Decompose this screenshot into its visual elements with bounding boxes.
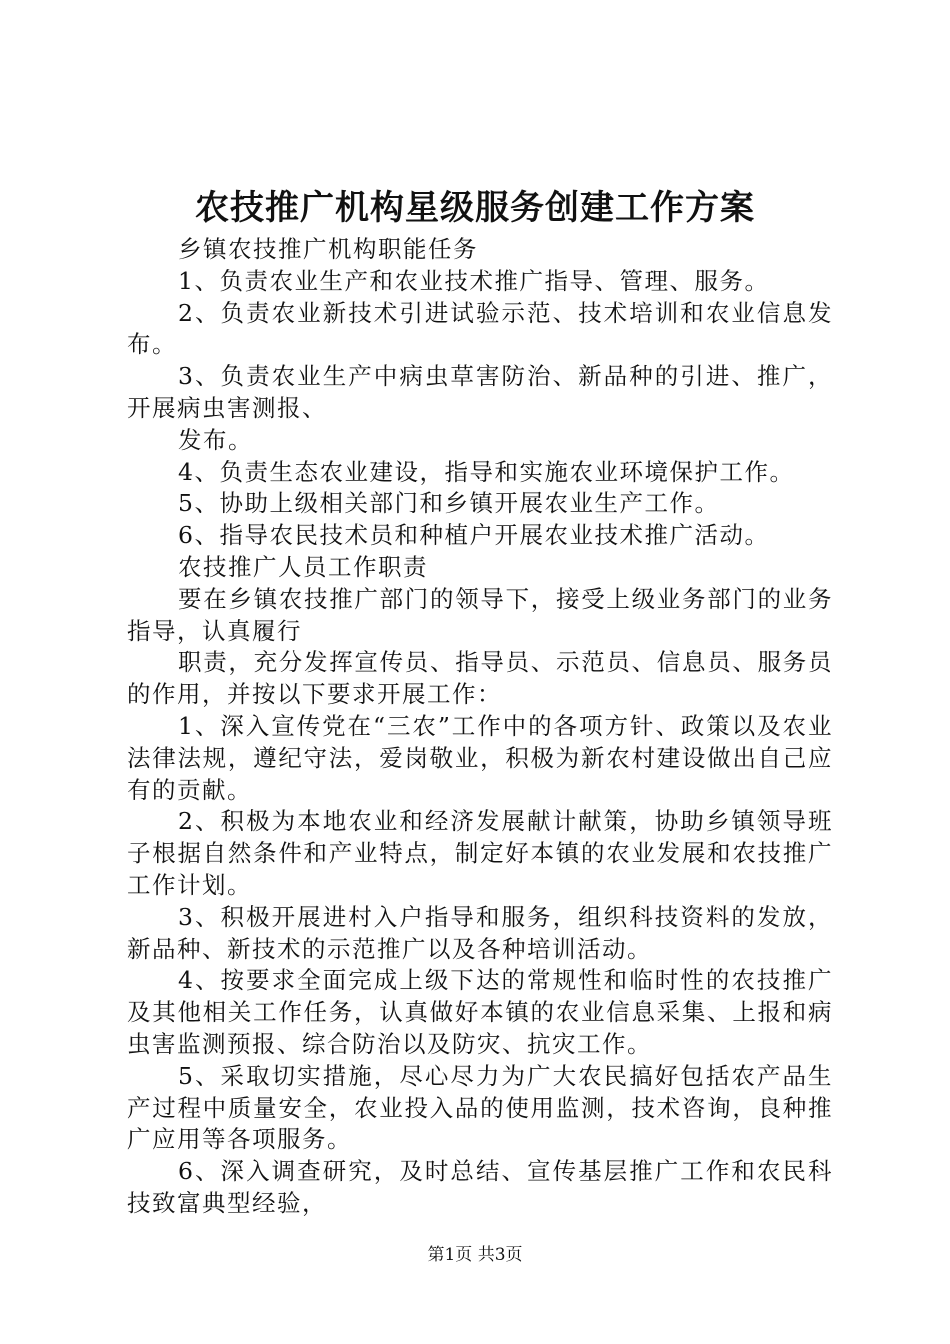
paragraph: 要在乡镇农技推广部门的领导下，接受上级业务部门的业务指导，认真履行 [127,584,833,645]
paragraph: 6、深入调查研究，及时总结、宣传基层推广工作和农民科技致富典型经验， [127,1157,833,1217]
paragraph: 发布。 [178,425,253,454]
paragraph: 2、积极为本地农业和经济发展献计献策，协助乡镇领导班子根据自然条件和产业特点，制定好本镇的农业发展和农技推广工作计划。 [127,807,833,899]
paragraph: 农技推广人员工作职责 [178,552,428,581]
paragraph: 2、负责农业新技术引进试验示范、技术培训和农业信息发布。 [127,298,833,359]
paragraph: 4、负责生态农业建设，指导和实施农业环境保护工作。 [178,457,795,486]
paragraph: 5、采取切实措施，尽心尽力为广大农民搞好包括农产品生产过程中质量安全，农业投入品的使用监测，技术咨询，良种推广应用等各项服务。 [127,1061,833,1154]
paragraph: 4、按要求全面完成上级下达的常规性和临时性的农技推广及其他相关工作任务，认真做好本镇的农业信息采集、上报和病虫害监测预报、综合防治以及防灾、抗灾工作。 [127,966,833,1058]
paragraph: 6、指导农民技术员和种植户开展农业技术推广活动。 [178,521,770,550]
page-footer: 第1页 共3页 [427,1245,523,1265]
paragraph: 3、积极开展进村入户指导和服务，组织科技资料的发放，新品种、新技术的示范推广以及各种培训活动。 [127,902,833,963]
paragraph: 1、深入宣传党在“三农”工作中的各项方针、政策以及农业法律法规，遵纪守法，爱岗敬业，积极为新农村建设做出自己应有的贡献。 [127,711,833,804]
paragraph: 1、负责农业生产和农业技术推广指导、管理、服务。 [178,266,770,295]
document-body [127,234,833,1220]
paragraph: 职责，充分发挥宣传员、指导员、示范员、信息员、服务员的作用，并按以下要求开展工作： [127,648,833,709]
paragraph: 5、协助上级相关部门和乡镇开展农业生产工作。 [178,489,720,518]
document-title: 农技推广机构星级服务创建工作方案 [195,188,755,228]
paragraph: 3、负责农业生产中病虫草害防治、新品种的引进、推广，开展病虫害测报、 [127,362,833,422]
paragraph: 乡镇农技推广机构职能任务 [178,235,478,263]
